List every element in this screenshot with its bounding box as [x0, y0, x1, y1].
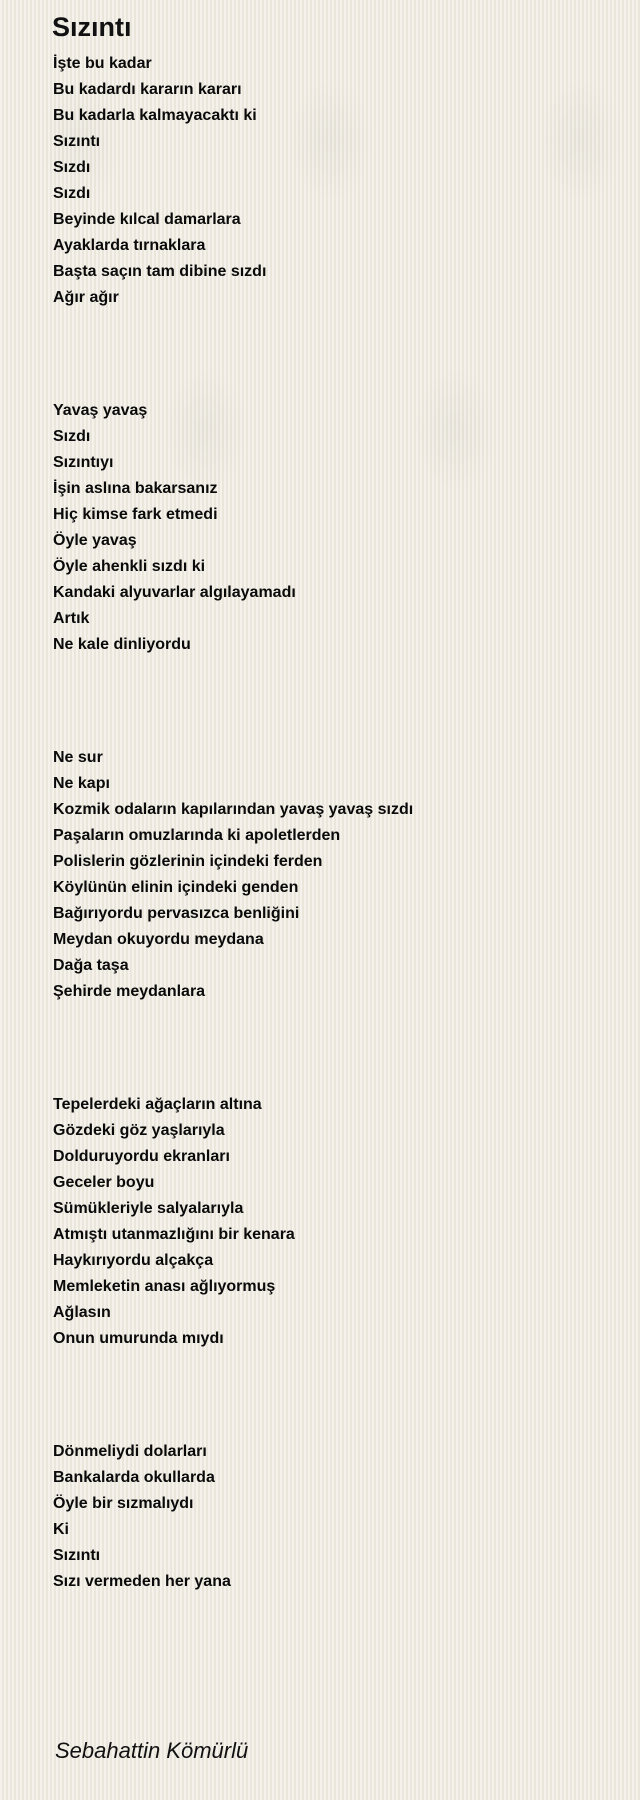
poem-line: Haykırıyordu alçakça	[53, 1252, 214, 1269]
poem-line: Tepelerdeki ağaçların altına	[53, 1096, 262, 1113]
poem-title: Sızıntı	[52, 12, 132, 42]
poem-line: Sızıntıyı	[53, 454, 114, 471]
poem-line: Sızdı	[53, 159, 91, 176]
poem-line: Dağa taşa	[53, 957, 129, 974]
poem-line: Köylünün elinin içindeki genden	[53, 879, 299, 896]
poem-line: Ne kapı	[53, 775, 110, 792]
poem-line: Paşaların omuzlarında ki apoletlerden	[53, 827, 341, 844]
poem-line: Öyle ahenkli sızdı ki	[53, 558, 206, 575]
poem-line: Öyle bir sızmalıydı	[53, 1495, 194, 1512]
poem-line: Ağır ağır	[53, 289, 119, 306]
poem-line: Sızdı	[53, 428, 91, 445]
poem-line: Bu kadarla kalmayacaktı ki	[53, 107, 257, 124]
poem-line: Artık	[53, 610, 90, 627]
poem-line: Kandaki alyuvarlar algılayamadı	[53, 584, 296, 601]
stanza-1	[53, 51, 613, 311]
poem-line: Atmıştı utanmazlığını bir kenara	[53, 1226, 295, 1243]
poem-line: Şehirde meydanlara	[53, 983, 206, 1000]
poem-line: Ne kale dinliyordu	[53, 636, 191, 653]
poem-line: Ki	[53, 1521, 69, 1538]
poem-line: Hiç kimse fark etmedi	[53, 506, 218, 523]
stanza-4	[53, 1092, 613, 1352]
poem-line: İşin aslına bakarsanız	[53, 480, 218, 497]
poem-line: İşte bu kadar	[53, 55, 152, 72]
poem-line: Bankalarda okullarda	[53, 1469, 215, 1486]
poem-line: Yavaş yavaş	[53, 402, 148, 419]
poem-line: Onun umurunda mıydı	[53, 1330, 224, 1347]
stanza-2	[53, 398, 613, 658]
poem-line: Ağlasın	[53, 1304, 111, 1321]
poem-line: Başta saçın tam dibine sızdı	[53, 263, 267, 280]
poem-line: Bağırıyordu pervasızca benliğini	[53, 905, 300, 922]
poem-line: Geceler boyu	[53, 1174, 155, 1191]
poem-line: Beyinde kılcal damarlara	[53, 211, 241, 228]
poem-line: Bu kadardı kararın kararı	[53, 81, 242, 98]
poem-author: Sebahattin Kömürlü	[55, 1738, 249, 1763]
poem-line: Ayaklarda tırnaklara	[53, 237, 206, 254]
poem-line: Dolduruyordu ekranları	[53, 1148, 230, 1165]
poem-line: Gözdeki göz yaşlarıyla	[53, 1122, 225, 1139]
stanza-5	[53, 1439, 613, 1595]
poem-line: Sızdı	[53, 185, 91, 202]
poem-line: Sızıntı	[53, 1547, 101, 1564]
poem-line: Sızıntı	[53, 133, 101, 150]
poem-line: Ne sur	[53, 749, 103, 766]
poem-body	[53, 51, 613, 1682]
poem-line: Meydan okuyordu meydana	[53, 931, 264, 948]
poem-line: Polislerin gözlerinin içindeki ferden	[53, 853, 323, 870]
poem-line: Kozmik odaların kapılarından yavaş yavaş sızdı	[53, 801, 414, 818]
poem-line: Dönmeliydi dolarları	[53, 1443, 207, 1460]
stanza-3	[53, 745, 613, 1005]
poem-line: Sızı vermeden her yana	[53, 1573, 231, 1590]
poem-line: Memleketin anası ağlıyormuş	[53, 1278, 276, 1295]
poem-line: Sümükleriyle salyalarıyla	[53, 1200, 244, 1217]
poem-line: Öyle yavaş	[53, 532, 137, 549]
